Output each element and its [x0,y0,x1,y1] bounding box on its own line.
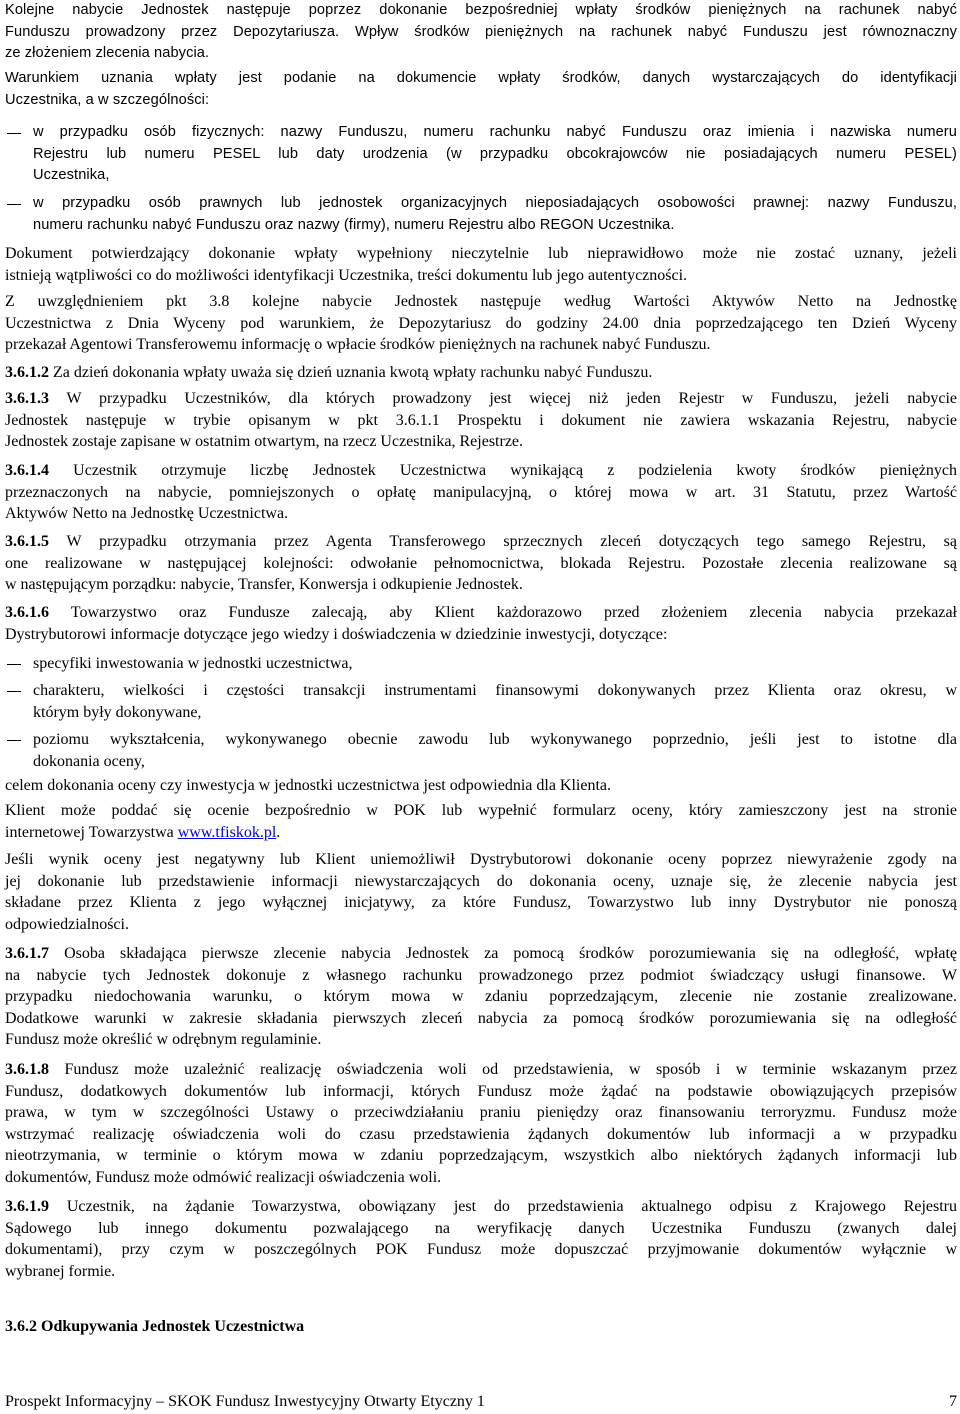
section-text: Fundusz może uzależnić realizację oświadczenia woli od przedstawienia, w sposób i w terminie wskazanym przez [64,1061,958,1078]
text-line: wybranej formie. [5,1262,116,1280]
text-line [5,388,957,410]
text-line: odpowiedzialności. [5,915,129,933]
text-line: dokumentów, Fundusz może odmówić realizacji oświadczenia woli. [5,1168,442,1186]
section-number: 3.6.1.8 [5,1061,49,1078]
text-line [5,460,957,482]
text-line: Fundusz może określić w odrębnym regulaminie. [5,1031,322,1048]
text-line [5,362,957,384]
section-text: Za dzień dokonania wpłaty uważa się dzień uznania kwotą wpłaty rachunku nabyć Funduszu. [53,364,653,381]
page-number: 7 [949,1393,957,1410]
text-line: Dystrybutorowi informacje dotyczące jego wiedzy i doświadczenia w dziedzinie inwestycji, dotyczące: [5,625,668,643]
section-number: 3.6.1.7 [5,945,49,962]
section-3-6-1-6 [5,602,957,645]
section-text: Osoba składająca pierwsze zlecenie nabycia Jednostek za pomocą środków porozumiewania się na odległość, wpłatę [64,945,958,962]
text-line: Uczestnictwa z Dnia Wyceny pod warunkiem, że Depozytariusz do godziny 24.00 dnia poprzedzającego ten Dzień Wyceny [5,314,957,332]
text-line: dokumentami), przy czym w poszczególnych POK Fundusz może dopuszczać przyjmowanie dokumentów wyłącznie w [5,1241,957,1258]
text-line: Dokument potwierdzający dokonanie wpłaty wypełniony nieczytelnie lub nieprawidłowo może nie zostać uznany, jeżeli [5,245,957,262]
section-text: W przypadku Uczestników, dla których prowadzony jest więcej niż jeden Rejestr w Funduszu, jeżeli nabycie [66,390,957,407]
text-line: Uczestnika, [33,167,110,183]
text-line: Warunkiem uznania wpłaty jest podanie na dokumencie wpłaty środków, danych wystarczających do identyfikacji [5,70,957,86]
section-text: Towarzystwo oraz Fundusze zalecają, aby Klient każdorazowo przed złożeniem zlecenia nabycia przekazał [70,604,957,621]
text-line: Jednostek zostaje zapisane w ostatnim otwartym, na rzecz Uczestnika, Rejestrze. [5,433,524,450]
text-line: Sądowego lub innego dokumentu pozwalającego na weryfikację danych Uczestnika Funduszu (zwanych dalej [5,1219,957,1237]
text-line: ze złożeniem zlecenia nabycia. [5,45,210,61]
text-line: przekazał Agentowi Transferowemu informację o wpłacie środków pieniężnych na rachunek nabyć Funduszu. [5,336,711,353]
section-3-6-1-7 [5,943,957,1051]
section-number: 3.6.1.5 [5,533,49,550]
text-line: przypadku niedochowania warunku, o którym mowa w zdaniu poprzedzającym, zlecenie nie zostanie zrealizowane. [5,988,957,1005]
website-link[interactable]: www.tfiskok.pl [177,823,277,841]
text-line: Dodatkowe warunki w zakresie składania pierwszych zleceń nabycia za pomocą środków porozumiewania się na odległość [5,1009,957,1027]
text-line: Aktywów Netto na Jednostkę Uczestnictwa. [5,505,289,522]
section-number: 3.6.1.3 [5,390,49,407]
paragraph-assessment-purpose [5,775,957,797]
text-line [5,1196,957,1218]
text-line [5,602,957,624]
section-3-6-1-4 [5,460,957,525]
text-line: wstrzymać realizację oświadczenia woli do czasu przedstawienia żądanych dokumentów lub informacji a w przypadku [5,1125,957,1143]
text-line: Uczestnika, a w szczególności: [5,91,210,108]
text-line: którym były dokonywane, [33,703,202,721]
text-line: poziomu wykształcenia, wykonywanego obecnie zawodu lub wykonywanego poprzednio, jeśli jest to istotne dla [33,731,957,748]
text-line: Kolejne nabycie Jednostek następuje poprzez dokonanie bezpośredniej wpłaty środków pieniężnych na rachunek nabyć [5,2,957,18]
text-line [5,943,957,965]
text-line: prawa, w tym w szczególności Ustawy o przeciwdziałaniu praniu pieniędzy oraz finansowaniu terroryzmu. Fundusz może [5,1104,957,1121]
text-line: Jeśli wynik oceny jest negatywny lub Klient uniemożliwił Dystrybutorowi dokonanie oceny poprzez niewyrażenie zgody na [5,851,957,868]
section-number: 3.6.1.2 [5,364,49,381]
section-3-6-1-5 [5,531,957,596]
text-line [5,531,957,553]
text-line: Z uwzględnieniem pkt 3.8 kolejne nabycie Jednostek następuje według Wartości Aktywów Netto na Jednostkę [5,293,957,310]
text-line: dokonania oceny, [33,752,145,770]
text-segment: . [276,823,281,841]
section-3-6-1-2 [5,362,957,384]
text-line: Funduszu prowadzony przez Depozytariusza. Wpływ środków pieniężnych na rachunek nabyć Funduszu jest równoznaczny [5,23,957,40]
text-line: Klient może poddać się ocenie bezpośrednio w POK lub wypełnić formularz oceny, który zamieszczony jest na stronie [5,802,957,819]
section-text: Uczestnik otrzymuje liczbę Jednostek Uczestnictwa wynikającą z podzielenia kwoty środków pieniężnych [73,462,958,479]
text-line: celem dokonania oceny czy inwestycja w jednostki uczestnictwa jest odpowiednia dla Klienta. [5,777,612,794]
section-number: 3.6.1.6 [5,604,49,621]
text-line: jej dokonanie lub przedstawienie informacji niewystarczających do dokonania oceny, uznaje się, że zlecenie nabycia jest [5,872,957,890]
text-line: w następującym porządku: nabycie, Transfer, Konwersja i odkupienie Jednostek. [5,576,523,593]
text-line: numeru rachunku nabyć Funduszu oraz nazwy (firmy), numeru Rejestru albo REGON Uczestnika. [33,216,675,233]
section-text: Uczestnik, na żądanie Towarzystwa, obowiązany jest do przedstawienia aktualnego odpisu z Krajowego Rejestru [66,1198,958,1215]
paragraph-negative-assessment [5,849,957,935]
text-segment: internetowej Towarzystwa [5,823,178,841]
text-line: Fundusz, dodatkowych dokumentów lub informacji, których Fundusz może żądać na podstawie obowiązujących przepisów [5,1082,957,1100]
text-line: charakteru, wielkości i częstości transakcji instrumentami finansowymi dokonywanych przez Klienta oraz okresu, w [33,682,957,699]
text-line: Jednostek następuje w trybie opisanym w pkt 3.6.1.1 Prospektu i dokument nie zawiera wskazania Rejestru, nabycie [5,411,957,429]
section-heading: 3.6.2 Odkupywania Jednostek Uczestnictwa [5,1318,305,1335]
section-text: W przypadku otrzymania przez Agenta Transferowego sprzecznych zleceń dotyczących tego samego Rejestru, są [66,533,957,550]
section-number: 3.6.1.4 [5,462,49,479]
page-footer [5,1391,957,1413]
paragraph-document-validity [5,243,957,286]
paragraph-assessment-online [5,800,957,843]
text-line: Rejestru lub numeru PESEL lub daty urodzenia (w przypadku obcokrajowców nie posiadających numeru PESEL) [33,145,957,162]
text-line: specyfiki inwestowania w jednostki uczestnictwa, [33,655,353,672]
section-3-6-1-9 [5,1196,957,1282]
footer-title: Prospekt Informacyjny – SKOK Fundusz Inwestycyjny Otwarty Etyczny 1 [5,1393,485,1410]
paragraph-valuation-day [5,291,957,356]
text-line: one realizowane w następującej kolejności: odwołanie pełnomocnictwa, blokada Rejestru. Pozostałe zlecenia realizowane są [5,554,957,572]
section-number: 3.6.1.9 [5,1198,49,1215]
text-line [5,822,957,844]
text-line: przeznaczonych na nabycie, pomniejszonych o opłatę manipulacyjną, o której mowa w art. 31 Statutu, przez Wartość [5,483,957,501]
paragraph-payment-condition [5,68,957,111]
paragraph-subsequent-purchase [5,0,957,65]
text-line: na nabycie tych Jednostek dokonuje z własnego rachunku prowadzonego przez podmiot świadczący usługi finansowe. W [5,966,957,984]
text-line: w przypadku osób prawnych lub jednostek organizacyjnych nieposiadających osobowości prawnej: nazwy Funduszu, [33,195,957,211]
section-3-6-1-8 [5,1059,957,1188]
text-line: w przypadku osób fizycznych: nazwy Funduszu, numeru rachunku nabyć Funduszu oraz imienia i nazwiska numeru [33,124,957,140]
text-line: nieotrzymania, w terminie o którym mowa w zdaniu poprzedzającym, wszystkich albo niektórych żądanych informacji lub [5,1147,957,1164]
text-line: składane przez Klienta z jego wyłącznej inicjatywy, za które Fundusz, Towarzystwo lub inny Dystrybutor nie ponoszą [5,894,957,911]
section-3-6-1-3 [5,388,957,453]
text-line: istnieją wątpliwości co do możliwości identyfikacji Uczestnika, treści dokumentu lub jego autentyczności. [5,266,688,284]
text-line [5,1059,957,1081]
